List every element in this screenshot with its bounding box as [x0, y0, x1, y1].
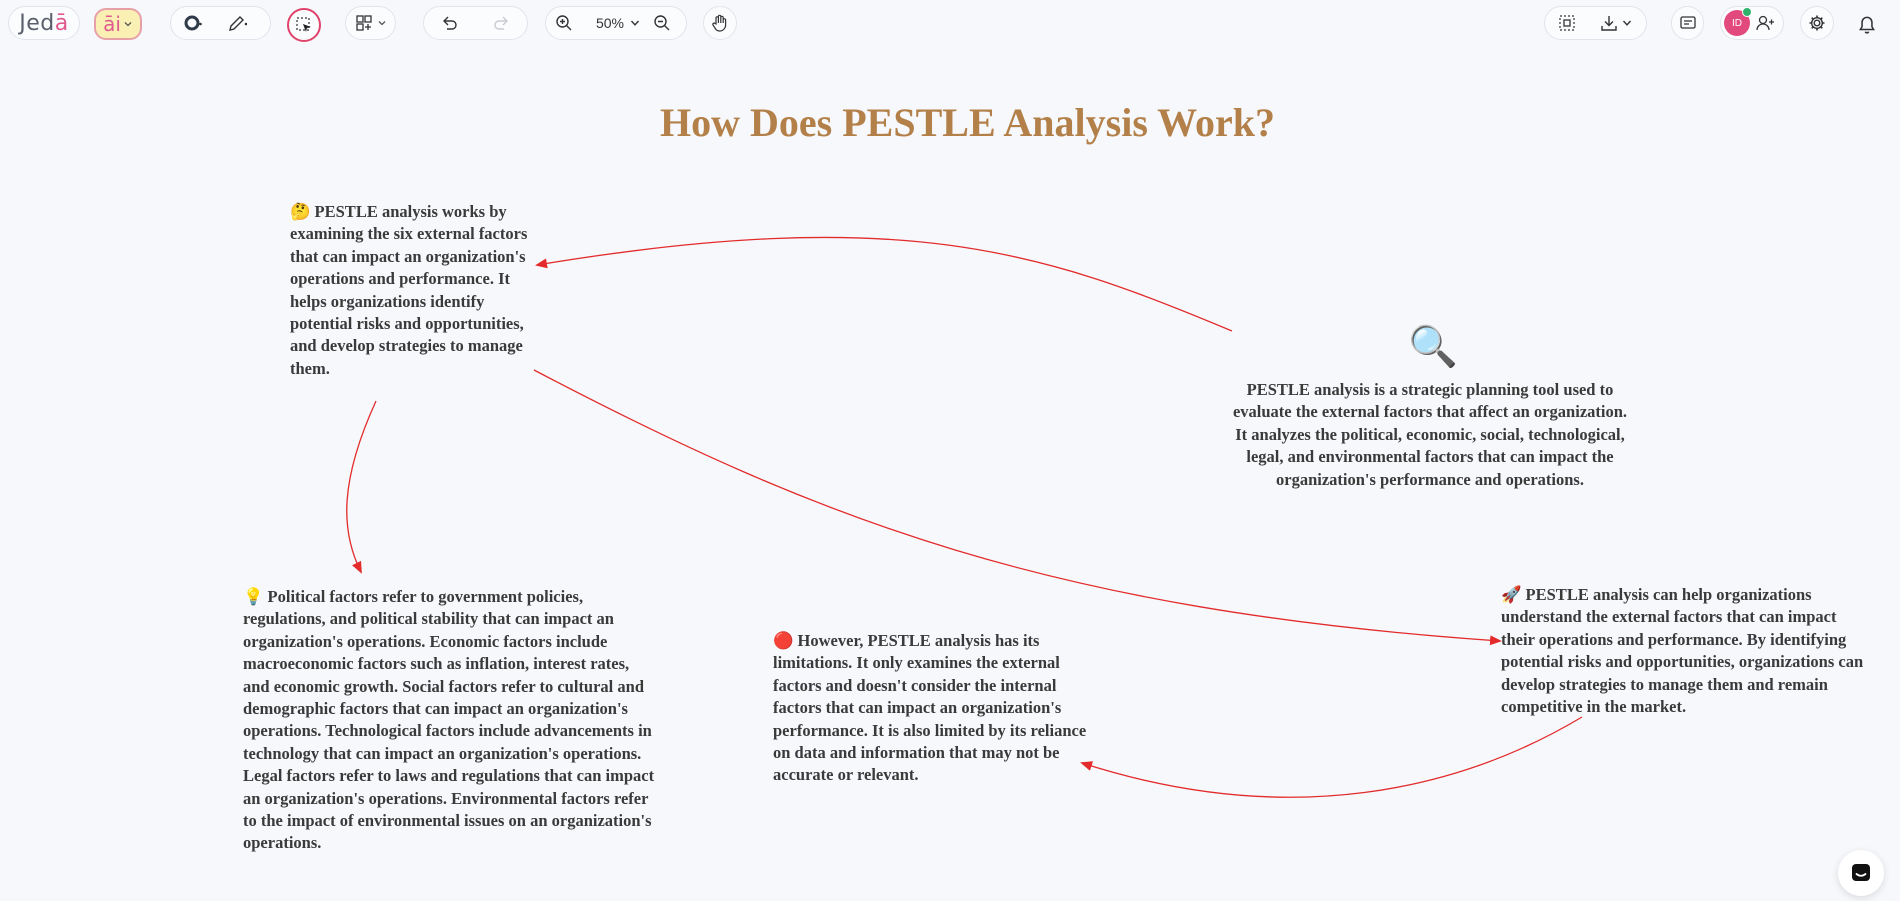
- chat-icon: [1849, 861, 1873, 885]
- board-title: How Does PESTLE Analysis Work?: [660, 100, 1275, 145]
- lightbulb-icon: 💡: [243, 587, 264, 606]
- note-limitations-text: However, PESTLE analysis has its limitations. It only examines the external factors and doesn't consider the internal factors that can impact an organization's performance. It is also limited by its reliance on data and information that may not be accurate or relevant.: [773, 631, 1087, 785]
- note-factors[interactable]: [243, 586, 658, 855]
- note-factors-text: Political factors refer to government policies, regulations, and political stability that can impact an organization's operations. Economic factors include macroeconomic factors such as inflation, interest rates, and economic growth. Social factors refer to cultural and demographic factors that can impact an organization's operations. Technological factors include advancements in technology that can impact an organization's operations. Legal factors refer to laws and regulations that can impact an organization's operations. Environmental factors refer to the impact of environmental issues on an organization's operations.: [243, 587, 655, 853]
- avatar-initials: ID: [1732, 17, 1742, 29]
- thinking-icon: 🤔: [290, 202, 311, 221]
- note-how-it-works-text: PESTLE analysis works by examining the six external factors that can impact an organization's operations and performance. It helps organizations identify potential risks and opportunities, and develop strategies to manage them.: [290, 202, 528, 378]
- magnifier-icon: 🔍: [1408, 324, 1458, 370]
- logo-accent: ā: [54, 10, 69, 36]
- note-benefits[interactable]: [1501, 584, 1873, 718]
- note-how-it-works[interactable]: [290, 201, 530, 380]
- ai-label: āi: [103, 12, 121, 36]
- note-benefits-text: PESTLE analysis can help organizations understand the external factors that can impact their operations and performance. By identifying potential risks and opportunities, organizations can develop strategies to manage them and remain competitive in the market.: [1501, 585, 1864, 717]
- logo-text: Jed: [19, 10, 55, 36]
- arrow-benefits-to-limits: [1082, 717, 1582, 797]
- zoom-value: 50%: [595, 15, 625, 31]
- arrow-works-to-factors: [347, 401, 376, 572]
- note-definition-text: PESTLE analysis is a strategic planning tool used to evaluate the external factors that affect an organization. It analyzes the political, economic, social, technological, legal, and environmental factors that can impact the organization's performance and operations.: [1232, 380, 1628, 489]
- note-limitations[interactable]: [773, 630, 1089, 787]
- arrow-center-to-works: [537, 237, 1232, 331]
- red-circle-icon: 🔴: [773, 631, 794, 650]
- chat-support-button[interactable]: [1838, 850, 1884, 896]
- note-definition[interactable]: [1230, 379, 1630, 491]
- rocket-icon: 🚀: [1501, 585, 1522, 604]
